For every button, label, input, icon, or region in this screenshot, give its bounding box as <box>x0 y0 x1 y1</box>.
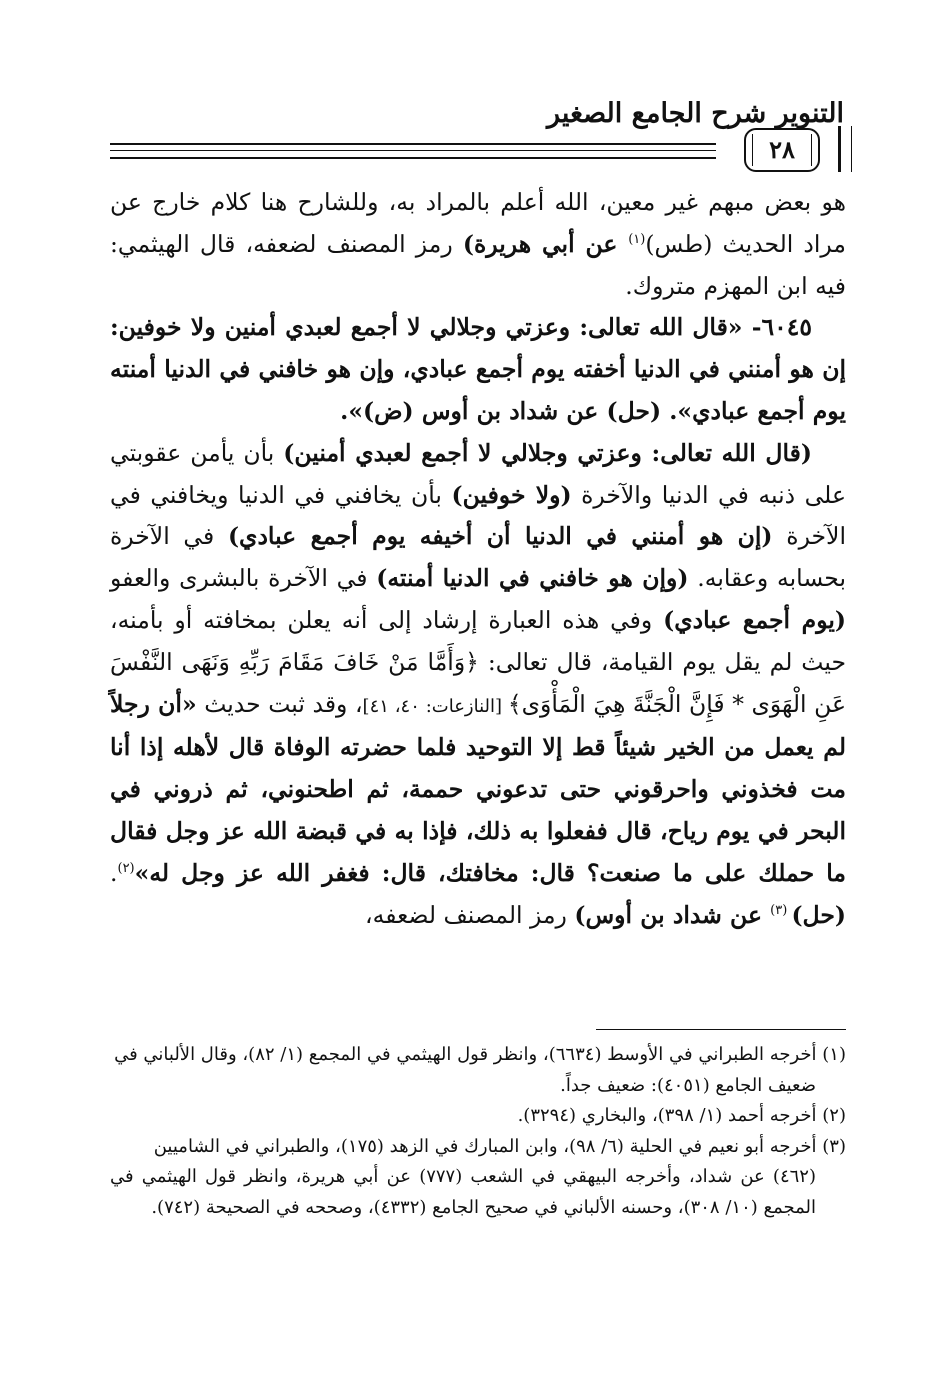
main-text <box>110 182 846 936</box>
paragraph-commentary: (قال الله تعالى: وعزتي وجلالي لا أجمع لعبدي أمنين) بأن يأمن عقوبتي على ذنبه في الدنيا والآخرة (ولا خوفين) بأن يخافني في الدنيا ويخافني في الآخرة (إن هو أمنني في الدنيا أن أخيفه يوم أجمع عبادي) في الآخرة بحسابه وعقابه. (وإن هو خافني في الدنيا أمنته) في الآخرة بالبشرى والعفو (يوم أجمع عبادي) وفي هذه العبارة إرشاد إلى أنه يعلن بمخافته أو بأمنه، حيث لم يقل يوم القيامة، قال تعالى: ﴿وَأَمَّا مَنْ خَافَ مَقَامَ رَبِّهِ وَنَهَى النَّفْسَ عَنِ الْهَوَى * فَإِنَّ الْجَنَّةَ هِيَ الْمَأْوَى﴾ [النازعات: ٤٠، ٤١]، وقد ثبت حديث «أن رجلاً لم يعمل من الخير شيئاً قط إلا التوحيد فلما حضرته الوفاة قال لأهله إذا أنا مت فخذوني واحرقوني حتى تدعوني حممة، ثم اطحنوني، ثم ذروني في البحر في يوم رياح، قال ففعلوا به ذلك، فإذا به في قبضة الله عز وجل فقال ما حملك على ما صنعت؟ قال: مخافتك، قال: فغفر الله عز وجل له»$^{(٢)}$. (حل) $^{(٣)}$ عن شداد بن أوس) رمز المصنف لضعفه، <box>110 438 847 929</box>
quran-verse: ﴿وَأَمَّا مَنْ خَافَ مَقَامَ رَبِّهِ وَنَهَى النَّفْسَ عَنِ الْهَوَى * فَإِنَّ الْجَنَّةَ هِيَ الْمَأْوَى﴾ <box>110 647 847 718</box>
footnote-2: (٢) أخرجه أحمد (١/ ٣٩٨)، والبخاري (٣٢٩٤). <box>517 1105 846 1126</box>
header-rule-middle <box>110 150 716 151</box>
footnote-ref-1: (١) <box>628 231 646 247</box>
footnote-ref-2: (٢) <box>117 860 135 876</box>
footnote-1: (١) أخرجه الطبراني في الأوسط (٦٦٣٤)، وانظر قول الهيثمي في المجمع (١/ ٨٢)، وقال الألباني في <box>114 1044 846 1065</box>
footnote-separator <box>596 1029 846 1030</box>
quran-reference: [النازعات: ٤٠، ٤١] <box>362 695 508 717</box>
footnote-1-continued: ضعيف الجامع (٤٠٥١): ضعيف جداً. <box>560 1074 816 1096</box>
footnotes <box>110 1040 846 1223</box>
header-rule-top <box>110 143 716 145</box>
page-number: ٢٨ <box>744 128 820 172</box>
running-title: التنوير شرح الجامع الصغير <box>547 98 844 129</box>
footnote-3-continued: (٤٦٢) عن شداد، وأخرجه البيهقي في الشعب (٧٧٧) عن أبي هريرة، وانظر قول الهيثمي في المجمع (١٠/ ٣٠٨)، وحسنه الألباني في صحيح الجامع (٤٣٣٢)، وصححه في الصحيحة (٧٤٢). <box>110 1166 816 1218</box>
header-rule-bottom <box>110 157 716 159</box>
footnote-3: (٣) أخرجه أبو نعيم في الحلية (٦/ ٩٨)، وابن المبارك في الزهد (١٧٥)، والطبراني في الشاميين <box>153 1135 846 1157</box>
hadith-number: ٦٠٤٥- <box>742 313 812 342</box>
quoted-hadith: «أن رجلاً لم يعمل من الخير شيئاً قط إلا التوحيد فلما حضرته الوفاة قال لأهله إذا أنا مت فخذوني واحرقوني حتى تدعوني حممة، ثم اطحنوني، ثم ذروني في البحر في يوم رياح، قال ففعلوا به ذلك، فإذا به في قبضة الله عز وجل فقال ما حملك على ما صنعت؟ قال: مخافتك، قال: فغفر الله عز وجل له» <box>110 689 846 887</box>
footnote-ref-3: (٣) <box>770 902 792 918</box>
hadith-text: «قال الله تعالى: وعزتي وجلالي لا أجمع لعبدي أمنين ولا خوفين: إن هو أمنني في الدنيا أخفته يوم أجمع عبادي، وإن هو خافني في الدنيا أمنته يوم أجمع عبادي». (حل) عن شداد بن أوس (ض)». <box>110 313 846 425</box>
paragraph-commentary-end: هو بعض مبهم غير معين، الله أعلم بالمراد به، وللشارح هنا كلام خارج عن مراد الحديث (طس)$^{(١)}$ عن أبي هريرة) رمز المصنف لضعفه، قال الهيثمي: فيه ابن المهزم متروك. <box>110 188 846 300</box>
page-number-ornament <box>838 126 852 172</box>
hadith-entry <box>110 307 846 432</box>
